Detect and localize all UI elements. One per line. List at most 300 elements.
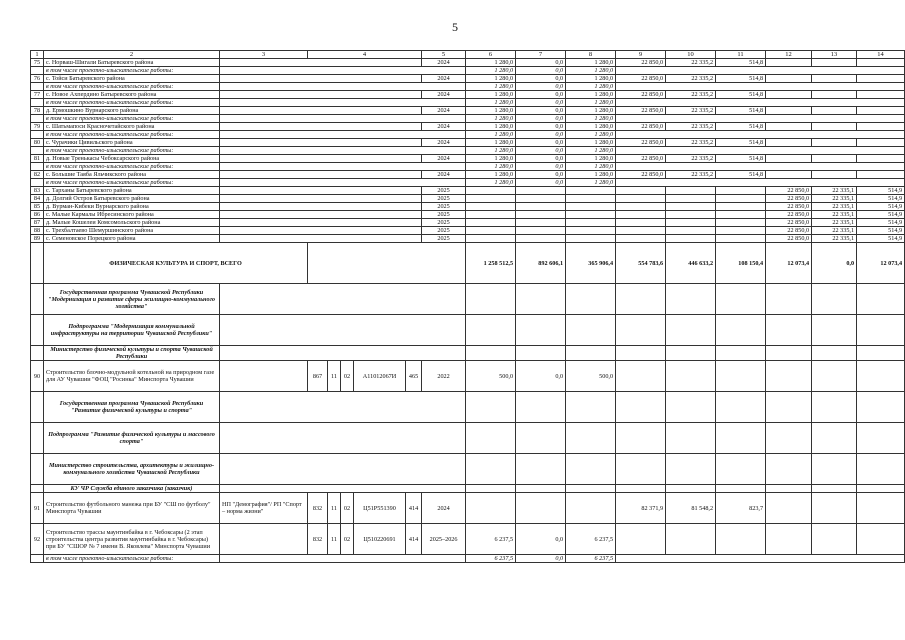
object-name: д. Малые Кошелеи Комсомольского района [44, 219, 220, 227]
empty-cell [857, 454, 905, 485]
year-cell: 2024 [422, 75, 466, 83]
amount-cell: 1 280,0 [466, 131, 516, 139]
empty-cell [666, 284, 716, 315]
empty-cell [220, 454, 466, 485]
empty-cell [616, 284, 666, 315]
amount-cell [716, 219, 766, 227]
empty-cell [616, 315, 666, 346]
empty-cell [716, 454, 766, 485]
amount-cell [616, 361, 666, 392]
amount-cell [766, 59, 812, 67]
year-cell: 2022 [422, 361, 466, 392]
row-number: 87 [31, 219, 44, 227]
row-number: 83 [31, 187, 44, 195]
amount-cell: 0,0 [516, 555, 566, 563]
subrow-label: в том числе проектно-изыскательские работы: [44, 147, 220, 155]
amount-cell [766, 171, 812, 179]
empty-cell [566, 454, 616, 485]
amount-cell: 6 237,5 [466, 555, 516, 563]
total-row [31, 243, 905, 284]
empty-cell [220, 361, 308, 392]
amount-cell [566, 219, 616, 227]
empty-cell [466, 315, 516, 346]
amount-cell: 22 335,2 [666, 59, 716, 67]
subprogram-row-text: Подпрограмма "Модернизация коммунальной инфраструктуры на территории Чувашской Республики" [44, 315, 220, 346]
amount-cell [716, 235, 766, 243]
amount-cell [616, 524, 666, 555]
amount-cell: 1 280,0 [566, 123, 616, 131]
year-cell: 2025 [422, 219, 466, 227]
table-row [31, 187, 905, 195]
header-cell: 3 [220, 51, 308, 59]
amount-cell: 22 335,1 [812, 227, 857, 235]
subprogram-row [31, 315, 905, 346]
object-name: с. Тойси Батыревского района [44, 75, 220, 83]
amount-cell [666, 203, 716, 211]
code-cell: 02 [341, 361, 354, 392]
row-number: 78 [31, 107, 44, 115]
object-name: с. Большие Таяба Яльчикского района [44, 171, 220, 179]
amount-cell: 514,8 [716, 75, 766, 83]
amount-cell: 1 280,0 [566, 107, 616, 115]
empty-cell [220, 155, 422, 163]
amount-cell [616, 219, 666, 227]
total-label: ФИЗИЧЕСКАЯ КУЛЬТУРА И СПОРТ, ВСЕГО [44, 243, 308, 284]
amount-cell: 1 280,0 [566, 91, 616, 99]
subprogram-row [31, 423, 905, 454]
empty-cell [220, 284, 466, 315]
amount-cell: 22 850,0 [766, 195, 812, 203]
subrow-design-works [31, 555, 905, 563]
amount-cell: 1 280,0 [566, 131, 616, 139]
amount-cell: 0,0 [516, 91, 566, 99]
amount-cell: 1 280,0 [466, 115, 516, 123]
header-cell: 13 [812, 51, 857, 59]
object-name: д. Ермошкино Вурнарского района [44, 107, 220, 115]
amount-cell [516, 211, 566, 219]
amount-cell [812, 107, 857, 115]
amount-cell [566, 203, 616, 211]
table-row [31, 139, 905, 147]
amount-cell: 22 850,0 [616, 123, 666, 131]
amount-cell: 0,0 [516, 147, 566, 155]
object-name: с. Семеновское Порецкого района [44, 235, 220, 243]
empty-cell [220, 67, 466, 75]
table-row [31, 227, 905, 235]
amount-cell [616, 195, 666, 203]
amount-cell [466, 211, 516, 219]
table-row-91 [31, 493, 905, 524]
code-cell: 465 [406, 361, 422, 392]
amount-cell: 0,0 [516, 59, 566, 67]
header-cell: 14 [857, 51, 905, 59]
amount-cell [566, 493, 616, 524]
amount-cell [516, 195, 566, 203]
row-number: 82 [31, 171, 44, 179]
empty-cell [812, 485, 857, 493]
empty-cell [220, 392, 466, 423]
object-name: с. Норваш-Шигали Батыревского района [44, 59, 220, 67]
subrow-design-works [31, 163, 905, 171]
amount-cell [516, 187, 566, 195]
subprogram-row-text: Подпрограмма "Развитие физической культуры и массового спорта" [44, 423, 220, 454]
empty-cell [666, 392, 716, 423]
object-name: с. Новое Ахпердино Батыревского района [44, 91, 220, 99]
amount-cell [766, 155, 812, 163]
header-cell: 1 [31, 51, 44, 59]
row-number: 90 [31, 361, 44, 392]
empty-cell [220, 315, 466, 346]
amount-cell: 1 280,0 [466, 91, 516, 99]
amount-cell [812, 524, 857, 555]
empty-cell [616, 83, 905, 91]
amount-cell [566, 211, 616, 219]
amount-cell [766, 91, 812, 99]
object-name: с. Тарханы Батыревского района [44, 187, 220, 195]
amount-cell [516, 203, 566, 211]
amount-cell: 1 280,0 [466, 67, 516, 75]
empty-cell [220, 83, 466, 91]
table-row [31, 211, 905, 219]
subrow-design-works [31, 115, 905, 123]
empty-cell [220, 485, 466, 493]
amount-cell: 0,0 [516, 171, 566, 179]
amount-cell: 22 850,0 [766, 219, 812, 227]
code-cell: 867 [308, 361, 328, 392]
amount-cell [857, 171, 905, 179]
amount-cell: 514,9 [857, 211, 905, 219]
amount-cell [857, 155, 905, 163]
amount-cell: 1 280,0 [466, 139, 516, 147]
empty-cell [812, 346, 857, 361]
empty-cell [220, 211, 422, 219]
empty-cell [766, 485, 812, 493]
page-number: 5 [452, 20, 458, 34]
empty-cell [220, 346, 466, 361]
empty-cell [220, 163, 466, 171]
subrow-label: в том числе проектно-изыскательские работы: [44, 131, 220, 139]
year-cell: 2025 [422, 195, 466, 203]
subrow-label: в том числе проектно-изыскательские работы: [44, 163, 220, 171]
amount-cell [516, 493, 566, 524]
table-row [31, 203, 905, 211]
amount-cell: 0,0 [516, 107, 566, 115]
empty-cell [616, 99, 905, 107]
amount-cell: 22 850,0 [616, 91, 666, 99]
object-name: с. Чурачики Цивильского района [44, 139, 220, 147]
amount-cell [666, 211, 716, 219]
ministry-row-text: Министерство строительства, архитектуры и жилищно-коммунального хозяйства Чувашской Республики [44, 454, 220, 485]
empty-cell [466, 346, 516, 361]
amount-cell [466, 493, 516, 524]
amount-cell: 0,0 [516, 99, 566, 107]
empty-cell [857, 485, 905, 493]
subrow-label: в том числе проектно-изыскательские работы: [44, 83, 220, 91]
amount-cell: 22 850,0 [766, 227, 812, 235]
amount-cell: 22 335,2 [666, 171, 716, 179]
empty-cell [516, 485, 566, 493]
amount-cell: 22 335,2 [666, 75, 716, 83]
year-cell: 2025 [422, 235, 466, 243]
row-number: 77 [31, 91, 44, 99]
ministry-row [31, 454, 905, 485]
row-number: 80 [31, 139, 44, 147]
amount-cell [466, 187, 516, 195]
empty-cell [516, 284, 566, 315]
empty-cell [31, 163, 44, 171]
empty-cell [616, 346, 666, 361]
amount-cell: 1 280,0 [466, 171, 516, 179]
empty-cell [31, 243, 44, 284]
empty-cell [220, 555, 466, 563]
header-cell: 5 [422, 51, 466, 59]
subrow-label: в том числе проектно-изыскательские работы: [44, 555, 220, 563]
amount-cell [812, 59, 857, 67]
row-number: 85 [31, 203, 44, 211]
amount-cell [466, 195, 516, 203]
empty-cell [31, 423, 44, 454]
amount-cell [716, 195, 766, 203]
program-row-text: Государственная программа Чувашской Республики "Модернизация и развитие сферы жилищно-коммунального хозяйства" [44, 284, 220, 315]
empty-cell [31, 346, 44, 361]
amount-cell: 6 237,5 [566, 555, 616, 563]
empty-cell [516, 392, 566, 423]
amount-cell [857, 493, 905, 524]
amount-cell: 22 335,2 [666, 139, 716, 147]
amount-cell [616, 211, 666, 219]
amount-cell: 1 280,0 [566, 115, 616, 123]
amount-cell: 514,8 [716, 107, 766, 115]
empty-cell [666, 485, 716, 493]
amount-cell [516, 219, 566, 227]
empty-cell [220, 235, 422, 243]
empty-cell [616, 131, 905, 139]
amount-cell [766, 107, 812, 115]
subrow-design-works [31, 67, 905, 75]
year-cell: 2024 [422, 59, 466, 67]
empty-cell [766, 346, 812, 361]
row-number: 92 [31, 524, 44, 555]
empty-cell [616, 485, 666, 493]
amount-cell: 1 280,0 [466, 147, 516, 155]
empty-cell [466, 284, 516, 315]
amount-cell: 22 335,1 [812, 203, 857, 211]
header-cell: 11 [716, 51, 766, 59]
amount-cell [616, 187, 666, 195]
empty-cell [220, 423, 466, 454]
empty-cell [31, 454, 44, 485]
empty-cell [516, 454, 566, 485]
empty-cell [666, 346, 716, 361]
amount-cell: 500,0 [466, 361, 516, 392]
amount-cell [616, 235, 666, 243]
amount-cell: 22 850,0 [616, 139, 666, 147]
national-project: НП "Демография"/ РП "Спорт – норма жизни" [220, 493, 308, 524]
amount-cell: 0,0 [516, 131, 566, 139]
amount-cell [466, 203, 516, 211]
amount-cell: 1 280,0 [566, 171, 616, 179]
amount-cell: 0,0 [516, 75, 566, 83]
row-number: 79 [31, 123, 44, 131]
empty-cell [766, 454, 812, 485]
empty-cell [220, 59, 422, 67]
empty-cell [31, 179, 44, 187]
amount-cell [857, 524, 905, 555]
table-body [31, 51, 905, 563]
amount-cell [666, 227, 716, 235]
amount-cell [716, 361, 766, 392]
empty-cell [516, 423, 566, 454]
empty-cell [857, 284, 905, 315]
subrow-design-works [31, 147, 905, 155]
empty-cell [31, 392, 44, 423]
amount-cell: 22 850,0 [766, 211, 812, 219]
amount-cell [812, 91, 857, 99]
amount-cell: 22 335,1 [812, 219, 857, 227]
subrow-label: в том числе проектно-изыскательские работы: [44, 67, 220, 75]
table-row [31, 107, 905, 115]
amount-cell [812, 493, 857, 524]
empty-cell [31, 315, 44, 346]
amount-cell [666, 195, 716, 203]
amount-cell [812, 139, 857, 147]
year-cell: 2024 [422, 123, 466, 131]
empty-cell [516, 315, 566, 346]
amount-cell: 514,9 [857, 187, 905, 195]
table-row [31, 171, 905, 179]
amount-cell: 22 850,0 [766, 203, 812, 211]
amount-cell [766, 524, 812, 555]
subrow-label: в том числе проектно-изыскательские работы: [44, 115, 220, 123]
amount-cell: 1 280,0 [466, 83, 516, 91]
empty-cell [31, 284, 44, 315]
object-name: с. Трехбалтаево Шемуршинского района [44, 227, 220, 235]
empty-cell [31, 83, 44, 91]
empty-cell [31, 131, 44, 139]
table-row-92 [31, 524, 905, 555]
amount-cell: 6 237,5 [566, 524, 616, 555]
empty-cell [616, 423, 666, 454]
object-name: Строительство блочно-модульной котельной на природном газе для АУ Чувашии "ФОЦ "Росинка" Минспорта Чувашии [44, 361, 220, 392]
code-cell: 414 [406, 524, 422, 555]
amount-cell: 6 237,5 [466, 524, 516, 555]
empty-cell [812, 423, 857, 454]
program-row [31, 392, 905, 423]
row-number: 91 [31, 493, 44, 524]
empty-cell [566, 392, 616, 423]
year-cell: 2024 [422, 91, 466, 99]
header-cell: 8 [566, 51, 616, 59]
empty-cell [566, 423, 616, 454]
empty-cell [466, 423, 516, 454]
empty-cell [31, 147, 44, 155]
empty-cell [31, 485, 44, 493]
amount-cell [666, 235, 716, 243]
program-row [31, 284, 905, 315]
year-cell: 2024 [422, 139, 466, 147]
amount-cell: 1 280,0 [466, 59, 516, 67]
empty-cell [220, 99, 466, 107]
empty-cell [31, 555, 44, 563]
amount-cell [812, 361, 857, 392]
empty-cell [857, 346, 905, 361]
amount-cell: 500,0 [566, 361, 616, 392]
total-amount: 0,0 [812, 243, 857, 284]
empty-cell [812, 315, 857, 346]
amount-cell: 0,0 [516, 179, 566, 187]
empty-cell [220, 524, 308, 555]
amount-cell: 1 280,0 [566, 147, 616, 155]
amount-cell: 22 335,2 [666, 155, 716, 163]
amount-cell: 1 280,0 [466, 99, 516, 107]
row-number: 88 [31, 227, 44, 235]
empty-cell [220, 187, 422, 195]
empty-cell [220, 123, 422, 131]
amount-cell: 514,8 [716, 123, 766, 131]
amount-cell: 0,0 [516, 83, 566, 91]
subrow-design-works [31, 83, 905, 91]
amount-cell [766, 361, 812, 392]
empty-cell [716, 392, 766, 423]
amount-cell: 22 335,1 [812, 195, 857, 203]
empty-cell [466, 392, 516, 423]
amount-cell: 1 280,0 [566, 83, 616, 91]
amount-cell [516, 235, 566, 243]
amount-cell [857, 139, 905, 147]
code-cell: Ц51Р551390 [354, 493, 406, 524]
header-cell: 9 [616, 51, 666, 59]
amount-cell: 22 335,2 [666, 107, 716, 115]
row-number: 75 [31, 59, 44, 67]
amount-cell [666, 361, 716, 392]
amount-cell: 22 335,1 [812, 187, 857, 195]
empty-cell [812, 284, 857, 315]
empty-cell [666, 454, 716, 485]
empty-cell [516, 346, 566, 361]
empty-cell [616, 163, 905, 171]
amount-cell [616, 227, 666, 235]
amount-cell: 514,8 [716, 91, 766, 99]
amount-cell: 514,8 [716, 171, 766, 179]
empty-cell [466, 485, 516, 493]
object-name: Строительство трассы маунтинбайка в г. Чебоксары (2 этап строительства центра развития маунтинбайка в г. Чебоксары) при БУ "СШОР № 7 имени В. Яковлева" Минспорта Чувашии [44, 524, 220, 555]
amount-cell [766, 75, 812, 83]
amount-cell: 81 548,2 [666, 493, 716, 524]
amount-cell [766, 139, 812, 147]
total-amount: 554 783,6 [616, 243, 666, 284]
subrow-design-works [31, 131, 905, 139]
table-row [31, 75, 905, 83]
empty-cell [766, 392, 812, 423]
table-row [31, 59, 905, 67]
code-cell: Ц510220691 [354, 524, 406, 555]
empty-cell [566, 284, 616, 315]
object-name: с. Малые Кармалы Ибресинского района [44, 211, 220, 219]
empty-cell [616, 392, 666, 423]
amount-cell: 1 280,0 [566, 155, 616, 163]
amount-cell: 0,0 [516, 163, 566, 171]
program-row-text: Государственная программа Чувашской Республики "Развитие физической культуры и спорта" [44, 392, 220, 423]
row-number: 86 [31, 211, 44, 219]
subrow-design-works [31, 179, 905, 187]
amount-cell: 823,7 [716, 493, 766, 524]
empty-cell [566, 315, 616, 346]
amount-cell [516, 227, 566, 235]
amount-cell [812, 123, 857, 131]
table-row [31, 195, 905, 203]
empty-cell [666, 423, 716, 454]
amount-cell: 1 280,0 [466, 123, 516, 131]
